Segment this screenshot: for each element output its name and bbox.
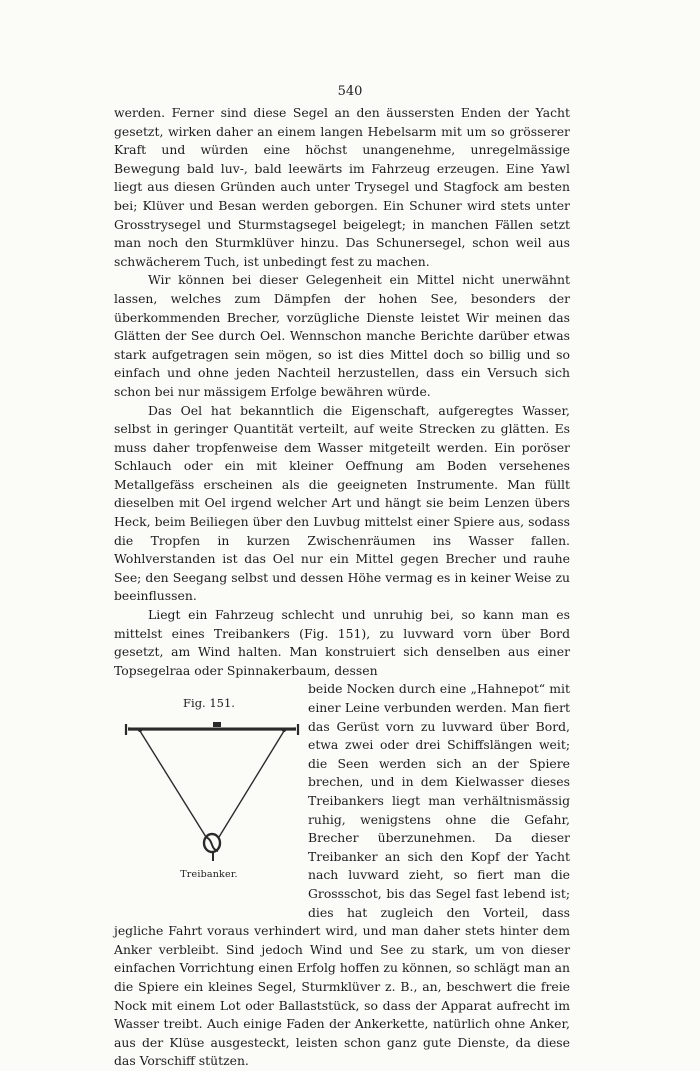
paragraph: Liegt ein Fahrzeug schlecht und unruhig bei, so kann man es mittelst eines Treibankers (Fig. 151), zu luvward vorn über Bord gesetzt, am Wind halten. Man konstruiert sich denselben aus einer Topsegelraa oder Spinnakerbaum, dessen	[114, 607, 570, 678]
figure-caption: Treibanker.	[180, 869, 238, 881]
bridle-right	[219, 731, 284, 837]
sea-anchor-drawing-icon	[118, 711, 300, 861]
paragraph: werden. Ferner sind diese Segel an den äussersten Enden der Yacht gesetzt, wirken daher an einem langen Hebelsarm mit um so grösserer Kraft und würden eine höchst unangenehme, unregelmässige Bewegung bald luv-, bald leewärts im Fahrzeug erzeugen. Eine Yawl liegt aus diesen Gründen auch unter Trysegel und Stagfock am besten bei; Klüver und Besan werden geborgen. Ein Schuner wird stets unter Grosstrysegel und Sturmstagsegel beigelegt; in manchen Fällen setzt man noch den Sturmklüver hinzu. Das Schunersegel, schon weil aus schwächerem Tuch, ist unbedingt fest zu machen.	[114, 105, 570, 269]
paragraph: Das Oel hat bekanntlich die Eigenschaft, aufgeregtes Wasser, selbst in geringer Quantität verteilt, auf weite Strecken zu glätten. Es muss daher tropfenweise dem Wasser mitgeteilt werden. Ein poröser Schlauch oder ein mit kleiner Oeffnung am Boden versehenes Metallgefäss erscheinen als die geeigneten Instrumente. Man füllt dieselben mit Oel irgend welcher Art und hängt sie beim Lenzen übers Heck, beim Beiliegen über den Luvbug mittelst einer Spiere aus, sodass die Tropfen in kurzen Zwischenräumen ins Wasser fallen. Wohlverstanden ist das Oel nur ein Mittel gegen Brecher und rauhe See; den Seegang selbst und dessen Höhe vermag es in keiner Weise zu beeinflussen.	[114, 402, 570, 604]
figure-151	[118, 684, 300, 907]
body-text	[114, 104, 570, 1071]
figure-title: Fig. 151.	[183, 696, 235, 711]
bridle-left	[140, 731, 206, 837]
paragraph: Wir können bei dieser Gelegenheit ein Mittel nicht unerwähnt lassen, welches zum Dämpfen der hohen See, besonders der überkommenden Brecher, vorzügliche Dienste leistet Wir meinen das Glätten der See durch Oel. Wennschon manche Berichte darüber etwas stark aufgetragen sein mögen, so ist dies Mittel doch so billig und so einfach und ohne jeden Nachteil herzustellen, dass ein Versuch sich schon bei nur mässigem Erfolge bewähren würde.	[114, 272, 570, 399]
knot-twist	[206, 837, 218, 851]
page-number: 540	[337, 84, 363, 99]
paragraph: beide Nocken durch eine „Hahnepot“ mit einer Leine verbunden werden. Man fiert das Gerüst vorn zu luvward über Bord, etwa zwei oder drei Schiffslängen weit; die Seen werden sich an der Spiere brechen, und in dem Kielwasser dieses Treibankers liegt man verhältnismässig ruhig, wenigstens ohne die Gefahr, Brecher überzunehmen. Da dieser Treibanker an sich den Kopf der Yacht nach luvward zieht, so fiert man die Grossschot, bis das Segel fast lebend ist; dies hat zugleich den Vorteil, dass jegliche Fahrt voraus verhindert wird, und man daher stets hinter dem Anker verbleibt. Sind jedoch Wind und See zu stark, um von dieser einfachen Vorrichtung einen Erfolg hoffen zu können, so schlägt man an die Spiere ein kleines Segel, Sturmklüver z. B., an, beschwert die freie Nock mit einem Lot oder Ballaststück, so dass der Apparat aufrecht im Wasser treibt. Auch einige Faden der Ankerkette, natürlich ohne Anker, aus der Klüse ausgesteckt, leisten schon ganz gute Dienste, da diese das Vorschiff stützen.	[114, 681, 570, 1069]
